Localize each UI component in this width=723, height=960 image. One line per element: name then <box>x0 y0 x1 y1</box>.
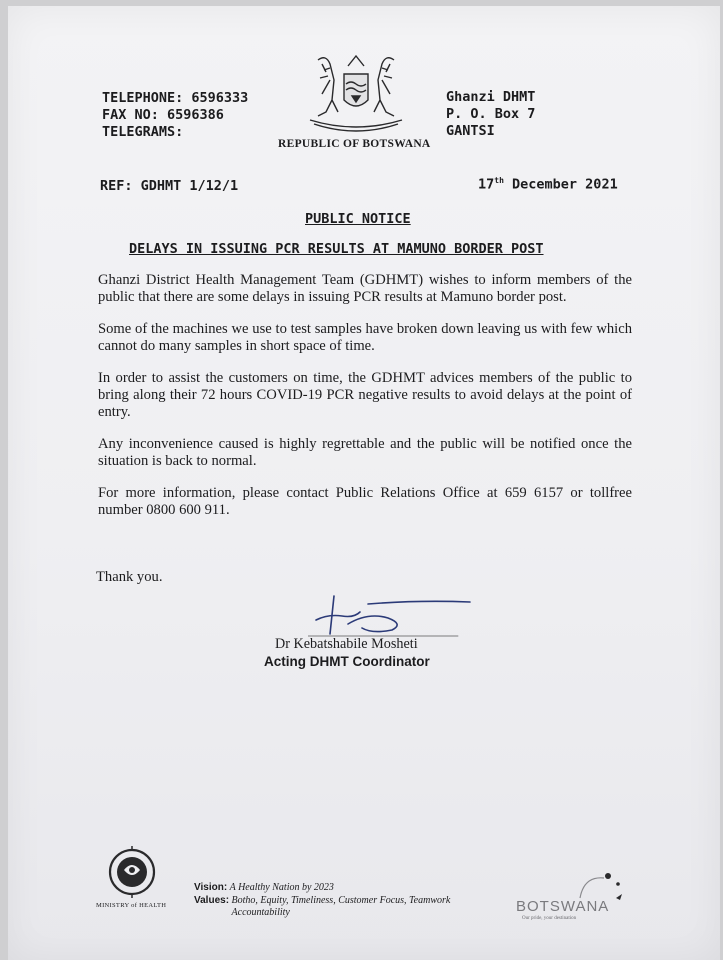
address-block <box>446 89 535 140</box>
notice-body <box>98 272 632 534</box>
fax-line: FAX NO: 6596386 <box>102 107 224 123</box>
telephone-line: TELEPHONE: 6596333 <box>102 90 249 106</box>
vision-values-block <box>194 882 482 920</box>
signatory-name: Dr Kebatshabile Mosheti <box>275 636 418 652</box>
vision-text: A Healthy Nation by 2023 <box>229 882 334 893</box>
paragraph: In order to assist the customers on time, the GDHMT advices members of the public to bring along their 72 hours COVID-19 PCR negative results to avoid delays at the point of entry. <box>98 370 632 420</box>
values-line <box>194 895 482 920</box>
signatory-title: Acting DHMT Coordinator <box>264 654 430 669</box>
date-day: 17 <box>478 176 495 193</box>
notice-subject: DELAYS IN ISSUING PCR RESULTS AT MAMUNO BORDER POST <box>129 241 544 257</box>
values-text: Botho, Equity, Timeliness, Customer Focus, Teamwork Accountability <box>231 894 451 918</box>
ministry-label: MINISTRY of HEALTH <box>96 902 167 909</box>
notice-title: PUBLIC NOTICE <box>305 211 411 227</box>
coat-of-arms-icon <box>304 50 408 136</box>
po-box: P. O. Box 7 <box>446 106 536 122</box>
reference-number: REF: GDHMT 1/12/1 <box>100 178 239 194</box>
botswana-brand-wordmark: BOTSWANA <box>516 898 610 915</box>
paragraph: Some of the machines we use to test samples have broken down leaving us with few which cannot do many samples in short space of time. <box>98 321 632 354</box>
contact-block <box>102 90 248 141</box>
ministry-emblem-icon <box>106 846 158 900</box>
paragraph: For more information, please contact Public Relations Office at 659 6157 or tollfree number 0800 600 911. <box>98 485 632 518</box>
date-suffix: th <box>494 176 504 185</box>
republic-caption: REPUBLIC OF BOTSWANA <box>278 138 431 150</box>
letter-date <box>478 176 618 193</box>
town: GANTSI <box>446 123 495 139</box>
paragraph: Ghanzi District Health Management Team (GDHMT) wishes to inform members of the public that there are some delays in issuing PCR results at Mamuno border post. <box>98 272 632 305</box>
paragraph: Any inconvenience caused is highly regrettable and the public will be notified once the situation is back to normal. <box>98 436 632 469</box>
signature-mark <box>308 590 478 642</box>
closing-line: Thank you. <box>96 569 163 585</box>
telegrams-line: TELEGRAMS: <box>102 124 184 140</box>
letter-page <box>8 6 720 960</box>
date-rest: December 2021 <box>503 176 618 193</box>
office-name: Ghanzi DHMT <box>446 89 536 105</box>
values-label: Values: <box>194 894 230 906</box>
botswana-brand-tagline: Our pride, your destination <box>522 916 577 921</box>
botswana-brand-icon <box>574 868 624 902</box>
vision-line <box>194 882 482 895</box>
vision-label: Vision: <box>194 882 228 893</box>
